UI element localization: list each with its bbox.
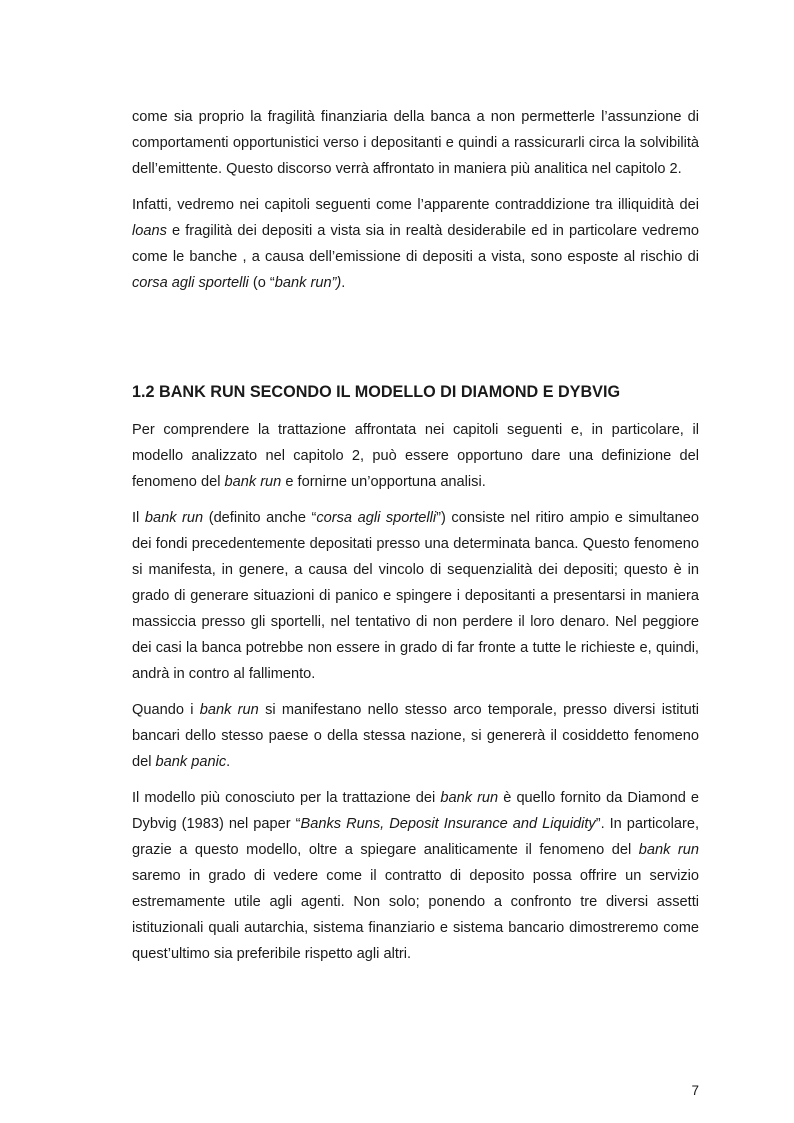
italic-term: bank run [440, 790, 499, 806]
page-number: 7 [691, 1083, 699, 1098]
intro-paragraph-2 [132, 192, 699, 296]
section-paragraph-3 [132, 697, 699, 775]
italic-term: Banks Runs, Deposit Insurance and Liquidity [300, 816, 596, 832]
text-run: Quando i [132, 702, 200, 718]
italic-term: bank run [638, 842, 700, 858]
italic-term: loans [132, 223, 167, 239]
section-paragraph-2 [132, 505, 699, 687]
italic-term: bank run [144, 510, 204, 526]
text-run: è quello fornito da Diamond e Dybvig (1983) nel paper “ [132, 790, 700, 832]
italic-term: corsa agli sportelli [132, 275, 249, 291]
text-run: Infatti, vedremo nei capitoli seguenti come l’apparente contraddizione tra illiquidità dei [132, 197, 699, 213]
text-run: saremo in grado di vedere come il contratto di deposito possa offrire un servizio estremamente utile agli agenti. Non solo; ponendo a confronto tre diversi assetti istituzionali quali autarchia, sistema finanziario e sistema bancario dimostreremo come quest’ultimo sia preferibile rispetto agli altri. [132, 868, 699, 962]
text-run: si manifestano nello stesso arco temporale, presso diversi istituti bancari dello stesso paese o della stessa nazione, si genererà il cosiddetto fenomeno del [132, 702, 699, 770]
text-run: (o “ [248, 275, 275, 291]
italic-term: bank run”) [274, 275, 342, 291]
text-run: ”) consiste nel ritiro ampio e simultaneo dei fondi precedentemente depositati presso una determinata banca. Questo fenomeno si manifesta, in genere, a causa del vincolo di sequenzialità dei depositi; questo è in grado di generare situazioni di panico e spingere i depositanti a presentarsi in maniera massiccia presso gli sportelli, nel tentativo di non perdere il loro denaro. Nel peggiore dei casi la banca potrebbe non essere in grado di far fronte a tutte le richieste e, quindi, andrà in contro al fallimento. [132, 510, 700, 682]
section-heading: 1.2 BANK RUN SECONDO IL MODELLO DI DIAMOND E DYBVIG [132, 383, 621, 401]
text-run: . [341, 275, 346, 291]
text-run: Per comprendere la trattazione affrontata nei capitoli seguenti e, in particolare, il modello analizzato nel capitolo 2, può essere opportuno dare una definizione del fenomeno del [132, 422, 699, 490]
italic-term: bank run [199, 702, 259, 718]
document-page [132, 104, 699, 967]
text-run: e fornirne un’opportuna analisi. [281, 474, 486, 490]
italic-term: bank run [224, 474, 282, 490]
text-run: (definito anche “ [203, 510, 317, 526]
intro-paragraph-1: come sia proprio la fragilità finanziaria della banca a non permetterle l’assunzione di comportamenti opportunistici verso i depositanti e quindi a rassicurarli circa la solvibilità dell’emittente. Questo discorso verrà affrontato in maniera più analitica nel capitolo 2. [132, 109, 699, 177]
section-paragraph-4 [132, 785, 699, 967]
section-paragraph-1 [132, 417, 699, 495]
text-run: Il [132, 510, 145, 526]
text-run: . [226, 754, 231, 770]
text-run: Il modello più conosciuto per la trattazione dei [132, 790, 441, 806]
italic-term: bank panic [155, 754, 227, 770]
text-run: ”. In particolare, grazie a questo modello, oltre a spiegare analiticamente il fenomeno del [132, 816, 700, 858]
text-run: e fragilità dei depositi a vista sia in realtà desiderabile ed in particolare vedremo come le banche , a causa dell’emissione di depositi a vista, sono esposte al rischio di [132, 223, 699, 265]
intro-block [132, 104, 699, 296]
italic-term: corsa agli sportelli [316, 510, 437, 526]
